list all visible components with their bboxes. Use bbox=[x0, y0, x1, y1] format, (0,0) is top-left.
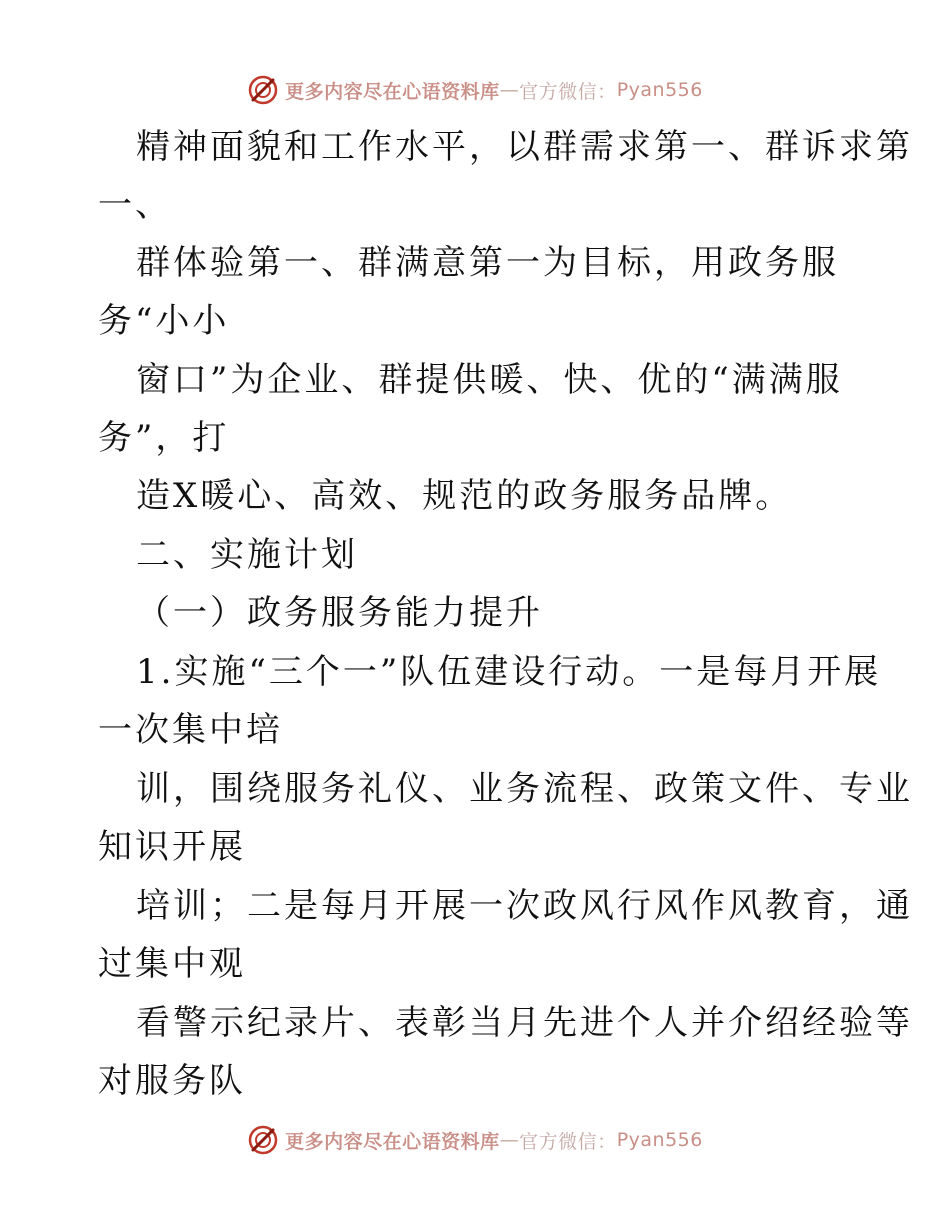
brand-logo-icon bbox=[247, 1124, 279, 1156]
watermark-dash: — bbox=[499, 1129, 520, 1151]
text-line-12: 训，围绕服务礼仪、业务流程、政策文件、专业 bbox=[136, 769, 913, 809]
watermark-dash: — bbox=[499, 79, 520, 101]
text-line-2: 一、 bbox=[98, 185, 172, 225]
watermark-wechat-id: Pyan556 bbox=[616, 79, 703, 101]
text-line-7: 造X暖心、高效、规范的政务服务品牌。 bbox=[136, 476, 793, 516]
footer-watermark bbox=[0, 1120, 950, 1160]
text-line-17: 对服务队 bbox=[98, 1061, 246, 1101]
text-line-10: 1.实施“三个一”队伍建设行动。一是每月开展 bbox=[136, 652, 882, 692]
header-watermark bbox=[0, 70, 950, 110]
text-line-4: 务“小小 bbox=[98, 301, 230, 341]
text-line-11: 一次集中培 bbox=[98, 710, 283, 750]
watermark-site-name: 更多内容尽在心语资料库 bbox=[285, 1130, 500, 1153]
watermark-wechat-id: Pyan556 bbox=[616, 1129, 703, 1151]
text-line-16: 看警示纪录片、表彰当月先进个人并介绍经验等 bbox=[136, 1003, 913, 1043]
text-line-1: 精神面貌和工作水平，以群需求第一、群诉求第 bbox=[136, 127, 913, 167]
text-line-14: 培训；二是每月开展一次政风行风作风教育，通 bbox=[136, 886, 913, 926]
text-line-15: 过集中观 bbox=[98, 944, 246, 984]
text-line-5: 窗口”为企业、群提供暖、快、优的“满满服 bbox=[136, 360, 843, 400]
text-line-13: 知识开展 bbox=[98, 827, 246, 867]
section-heading: 二、实施计划 bbox=[136, 535, 358, 575]
subsection-heading: （一）政务服务能力提升 bbox=[136, 593, 543, 633]
brand-logo-icon bbox=[247, 74, 279, 106]
watermark-wechat-label: 官方微信： bbox=[519, 1130, 617, 1153]
text-line-3: 群体验第一、群满意第一为目标，用政务服 bbox=[136, 243, 839, 283]
watermark-wechat-label: 官方微信： bbox=[519, 80, 617, 103]
watermark-site-name: 更多内容尽在心语资料库 bbox=[285, 80, 500, 103]
text-line-6: 务”，打 bbox=[98, 418, 230, 458]
